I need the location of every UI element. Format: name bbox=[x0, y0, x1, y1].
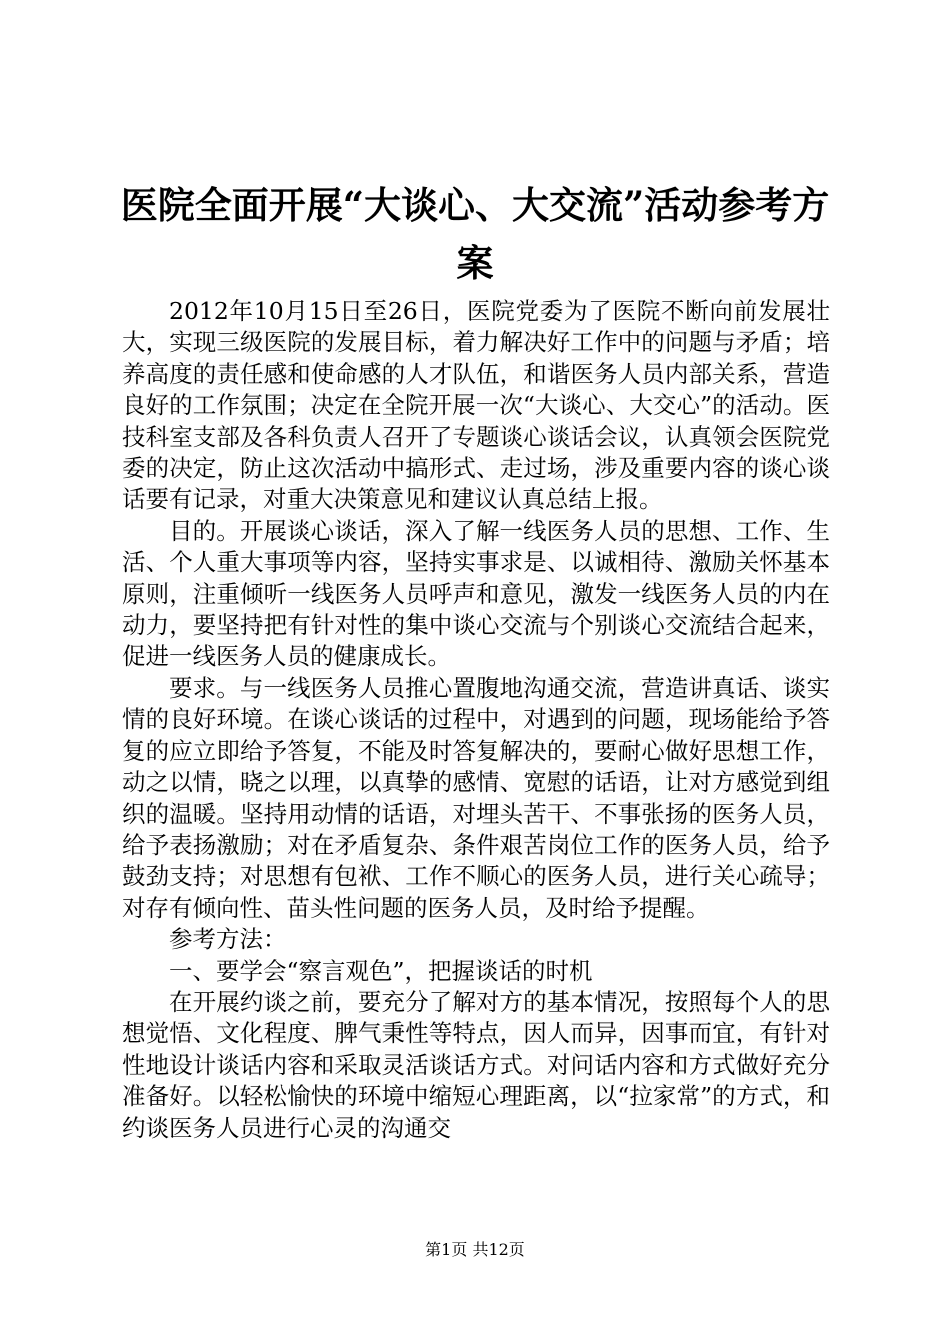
paragraph-section-one-heading: 一、要学会“察言观色”，把握谈话的时机 bbox=[169, 956, 593, 985]
document-title: 医院全面开展“大谈心、大交流”活动参考方案 bbox=[120, 183, 830, 285]
document-body bbox=[122, 296, 830, 1144]
paragraph-requirements: 要求。与一线医务人员推心置腹地沟通交流，营造讲真话、谈实情的良好环境。在谈心谈话的过程中，对遇到的问题，现场能给予答复的应立即给予答复，不能及时答复解决的，要耐心做好思想工作，动之以情，晓之以理，以真挚的感情、宽慰的话语，让对方感觉到组织的温暖。坚持用动情的话语，对埋头苦干、不事张扬的医务人员，给予表扬激励；对在矛盾复杂、条件艰苦岗位工作的医务人员，给予鼓劲支持；对思想有包袱、工作不顺心的医务人员，进行关心疏导；对存有倾向性、苗头性问题的医务人员，及时给予提醒。 bbox=[122, 673, 830, 922]
paragraph-methods-heading: 参考方法： bbox=[169, 925, 287, 954]
paragraph-intro: 2012年10月15日至26日，医院党委为了医院不断向前发展壮大，实现三级医院的发展目标，着力解决好工作中的问题与矛盾；培养高度的责任感和使命感的人才队伍，和谐医务人员内部关系，营造良好的工作氛围；决定在全院开展一次“大谈心、大交心”的活动。医技科室支部及各科负责人召开了专题谈心谈话会议，认真领会医院党委的决定，防止这次活动中搞形式、走过场，涉及重要内容的谈心谈话要有记录，对重大决策意见和建议认真总结上报。 bbox=[122, 297, 830, 514]
paragraph-section-one-body: 在开展约谈之前，要充分了解对方的基本情况，按照每个人的思想觉悟、文化程度、脾气秉性等特点，因人而异，因事而宜，有针对性地设计谈话内容和采取灵活谈话方式。对问话内容和方式做好充分准备好。以轻松愉快的环境中缩短心理距离，以“拉家常”的方式，和约谈医务人员进行心灵的沟通交 bbox=[122, 987, 830, 1142]
page-footer: 第1页 共12页 bbox=[425, 1240, 525, 1259]
paragraph-purpose: 目的。开展谈心谈话，深入了解一线医务人员的思想、工作、生活、个人重大事项等内容，坚持实事求是、以诚相待、激励关怀基本原则，注重倾听一线医务人员呼声和意见，激发一线医务人员的内在动力，要坚持把有针对性的集中谈心交流与个别谈心交流结合起来，促进一线医务人员的健康成长。 bbox=[122, 516, 830, 671]
